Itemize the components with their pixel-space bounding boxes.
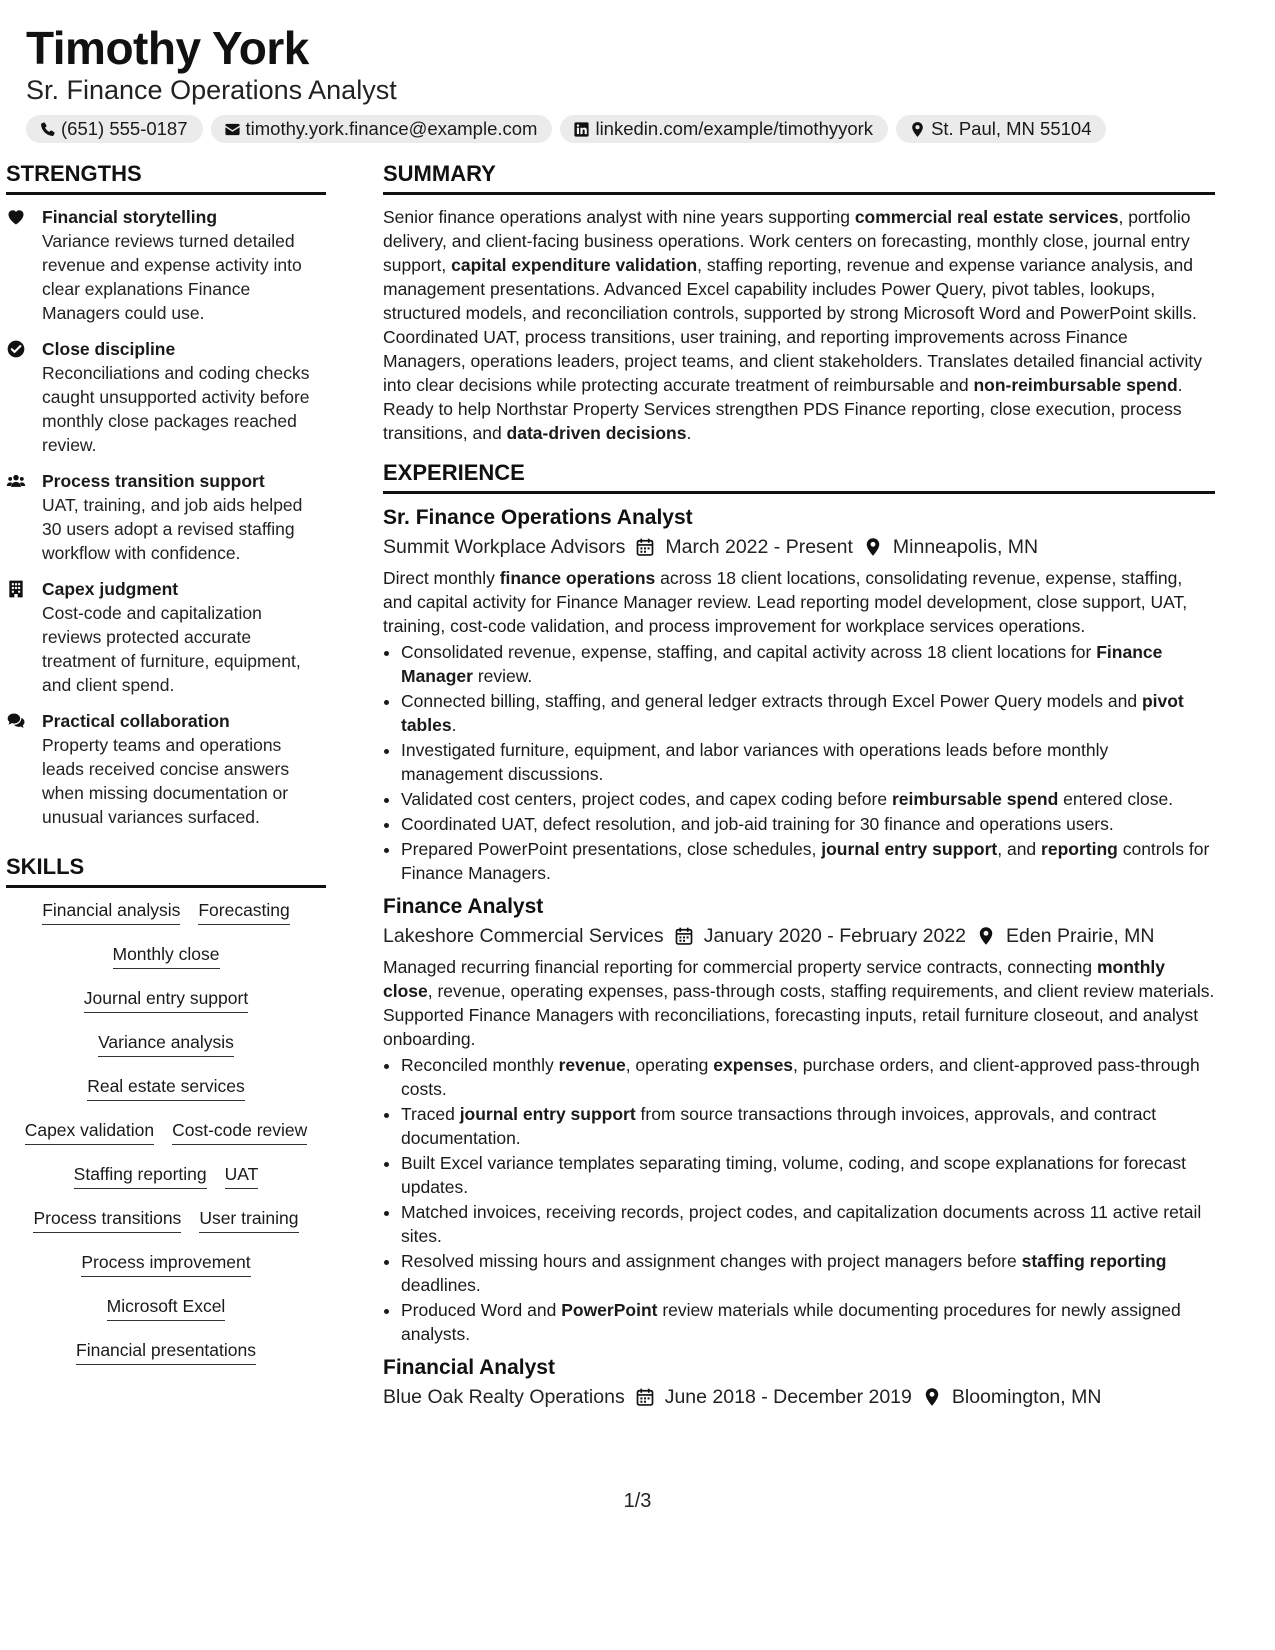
linkedin-text: linkedin.com/example/timothyyork <box>595 118 874 139</box>
bullet-item <box>401 812 1215 836</box>
strength-description: Property teams and operations leads received concise answers when missing documentation or unusual variances surfaced. <box>42 735 290 827</box>
experience-section <box>383 459 1215 1412</box>
envelope-icon <box>224 121 241 138</box>
page-number: 1/3 <box>623 1490 652 1512</box>
location-pin-icon <box>976 926 996 946</box>
text-run: . Ready to help Northstar Property Services strengthen PDS Finance reporting, close execution, process transitions, and <box>383 375 1183 443</box>
text-run: Connected billing, staffing, and general ledger extracts through Excel Power Query models and <box>401 691 1142 711</box>
resume-page <box>26 22 1248 143</box>
text-run: Validated cost centers, project codes, and capex coding before <box>401 789 892 809</box>
text-run: . <box>686 423 692 443</box>
summary-text <box>383 205 1215 445</box>
bullet-item <box>401 787 1215 811</box>
skill-row <box>6 1074 326 1118</box>
bold-text: Finance Manager <box>401 642 1163 686</box>
skill-row <box>6 1338 326 1382</box>
text-run: Senior finance operations analyst with nine years supporting <box>383 207 855 227</box>
linkedin-icon <box>573 121 590 138</box>
bold-text: capital expenditure validation <box>451 255 698 275</box>
job-meta <box>383 921 1215 951</box>
strength-body <box>42 709 326 829</box>
job-location: Bloomington, MN <box>951 1386 1102 1408</box>
strength-title: Practical collaboration <box>42 711 230 731</box>
job-entry <box>383 893 1215 1346</box>
text-run: , and <box>997 839 1042 859</box>
right-column <box>383 160 1215 1420</box>
bullet-item <box>401 837 1215 885</box>
text-run: Coordinated UAT, defect resolution, and job-aid training for 30 finance and operations users. <box>401 814 1114 834</box>
text-run: Resolved missing hours and assignment changes with project managers before <box>401 1251 1022 1271</box>
skill-tag: Microsoft Excel <box>107 1294 226 1321</box>
text-run: across 18 client locations, consolidating revenue, expense, staffing, and capital activity for Finance Manager review. Lead reporting model development, close support, UAT, training, cost-code validation, and process improvement for workplace services operations. <box>383 568 1188 636</box>
text-run: Built Excel variance templates separating timing, volume, coding, and scope explanations for forecast updates. <box>401 1153 1187 1197</box>
calendar-icon <box>635 537 655 557</box>
bullet-item <box>401 1102 1215 1150</box>
strength-title: Capex judgment <box>42 579 179 599</box>
strength-title: Close discipline <box>42 339 176 359</box>
bullet-item <box>401 738 1215 786</box>
email-text: timothy.york.finance@example.com <box>245 118 538 139</box>
bold-text: reporting <box>1041 839 1118 859</box>
job-entry <box>383 504 1215 885</box>
building-icon <box>6 579 26 599</box>
skill-row <box>6 1294 326 1338</box>
skill-row <box>6 942 326 986</box>
heart-icon <box>6 207 26 227</box>
bold-text: PowerPoint <box>561 1300 658 1320</box>
text-run: Managed recurring financial reporting for commercial property service contracts, connecting <box>383 957 1097 977</box>
bold-text: staffing reporting <box>1021 1251 1167 1271</box>
jobs-list <box>383 504 1215 1412</box>
job-company: Summit Workplace Advisors <box>383 536 626 558</box>
bold-text: finance operations <box>499 568 656 588</box>
check-circle-icon <box>6 339 26 359</box>
strength-icon-wrap <box>6 577 28 697</box>
strength-item <box>6 709 326 829</box>
bullet-item <box>401 1053 1215 1101</box>
bold-text: data-driven decisions <box>506 423 687 443</box>
bullet-item <box>401 1249 1215 1297</box>
contact-location <box>896 115 1106 143</box>
contact-bar <box>26 115 1248 143</box>
bullet-item <box>401 689 1215 737</box>
skill-row <box>6 1206 326 1250</box>
strength-icon-wrap <box>6 337 28 457</box>
strength-icon-wrap <box>6 709 28 829</box>
calendar-icon <box>635 1387 655 1407</box>
contact-email[interactable] <box>211 115 553 143</box>
skill-tag: UAT <box>225 1162 259 1189</box>
strength-body <box>42 337 326 457</box>
bold-text: commercial real estate services <box>854 207 1119 227</box>
skill-tag: User training <box>199 1206 298 1233</box>
job-entry <box>383 1354 1215 1412</box>
bullet-item <box>401 1298 1215 1346</box>
skills-section <box>6 853 326 1382</box>
bold-text: journal entry support <box>459 1104 636 1124</box>
skill-row <box>6 1162 326 1206</box>
job-bullets <box>383 640 1215 885</box>
calendar-icon <box>674 926 694 946</box>
skill-row <box>6 898 326 942</box>
text-run: Investigated furniture, equipment, and labor variances with operations leads before monthly management discussions. <box>401 740 1109 784</box>
job-meta <box>383 1382 1215 1412</box>
location-pin-icon <box>909 121 926 138</box>
job-company: Blue Oak Realty Operations <box>383 1386 625 1408</box>
phone-icon <box>39 121 56 138</box>
left-column <box>6 160 326 1382</box>
job-company: Lakeshore Commercial Services <box>383 925 664 947</box>
bullet-item <box>401 640 1215 688</box>
summary-heading: SUMMARY <box>383 160 1215 195</box>
strength-body <box>42 469 326 565</box>
skill-tag: Process improvement <box>81 1250 250 1277</box>
bullet-item <box>401 1151 1215 1199</box>
job-title: Finance Analyst <box>383 895 544 918</box>
job-location: Eden Prairie, MN <box>1006 925 1155 947</box>
strength-item <box>6 577 326 697</box>
candidate-name: Timothy York <box>26 22 309 74</box>
text-run: deadlines. <box>401 1275 481 1295</box>
job-title: Financial Analyst <box>383 1356 555 1379</box>
text-run: Produced Word and <box>401 1300 562 1320</box>
skill-tag: Staffing reporting <box>74 1162 207 1189</box>
job-meta <box>383 532 1215 562</box>
job-location: Minneapolis, MN <box>892 536 1039 558</box>
bold-text: pivot tables <box>401 691 1184 735</box>
text-run: , staffing reporting, revenue and expense variance analysis, and management presentations. Advanced Excel capability includes Power Query, pivot tables, lookups, structured models, and reconciliation controls, supported by strong Microsoft Word and PowerPoint skills. Coordinated UAT, process transitions, user training, and reporting improvements across Finance Managers, operations leaders, project teams, and client stakeholders. Translates detailed financial activity into clear decisions while protecting accurate treatment of reimbursable and <box>383 255 1203 395</box>
bullet-item <box>401 1200 1215 1248</box>
text-run: Direct monthly <box>383 568 500 588</box>
job-dates: March 2022 - Present <box>665 536 853 558</box>
comments-icon <box>6 711 26 731</box>
strength-icon-wrap <box>6 469 28 565</box>
text-run: , operating <box>625 1055 714 1075</box>
strength-body <box>42 577 326 697</box>
skill-tag: Journal entry support <box>84 986 248 1013</box>
text-run: entered close. <box>1058 789 1174 809</box>
text-run: . <box>451 715 457 735</box>
location-pin-icon <box>863 537 883 557</box>
text-run: Consolidated revenue, expense, staffing, and capital activity across 18 client locations for <box>401 642 1097 662</box>
strengths-heading: STRENGTHS <box>6 160 326 195</box>
skill-tag: Financial presentations <box>76 1338 256 1365</box>
bold-text: expenses <box>713 1055 794 1075</box>
bold-text: journal entry support <box>821 839 998 859</box>
skill-tag: Financial analysis <box>42 898 180 925</box>
strength-body <box>42 205 326 325</box>
skill-tag: Process transitions <box>33 1206 181 1233</box>
text-run: , revenue, operating expenses, pass-through costs, staffing requirements, and client review materials. Supported Finance Managers with reconciliations, forecasting inputs, retail furniture closeout, and analyst onboarding. <box>383 981 1215 1049</box>
skill-row <box>6 1250 326 1294</box>
bold-text: monthly close <box>383 957 1165 1001</box>
bold-text: revenue <box>558 1055 626 1075</box>
text-run: , purchase orders, and client-approved pass-through costs. <box>401 1055 1200 1099</box>
job-title: Sr. Finance Operations Analyst <box>383 506 693 529</box>
contact-linkedin[interactable] <box>560 115 888 143</box>
strength-description: Cost-code and capitalization reviews protected accurate treatment of furniture, equipment, and client spend. <box>42 603 301 695</box>
strength-item <box>6 337 326 457</box>
strength-description: UAT, training, and job aids helped 30 users adopt a revised staffing workflow with confidence. <box>42 495 303 563</box>
skill-tag: Capex validation <box>25 1118 154 1145</box>
users-icon <box>6 471 26 491</box>
strength-title: Financial storytelling <box>42 207 218 227</box>
strength-icon-wrap <box>6 205 28 325</box>
skills-heading: SKILLS <box>6 853 326 888</box>
text-run: review. <box>472 666 533 686</box>
strength-item <box>6 205 326 325</box>
text-run: controls for Finance Managers. <box>401 839 1210 883</box>
location-text: St. Paul, MN 55104 <box>931 118 1092 139</box>
skill-tag: Forecasting <box>198 898 289 925</box>
text-run: from source transactions through invoices, approvals, and contract documentation. <box>401 1104 1157 1148</box>
job-description <box>383 955 1215 1051</box>
text-run: , portfolio delivery, and client-facing business operations. Work centers on forecasting, monthly close, journal entry support, <box>383 207 1191 275</box>
location-pin-icon <box>922 1387 942 1407</box>
job-dates: June 2018 - December 2019 <box>664 1386 912 1408</box>
skill-tag: Real estate services <box>87 1074 245 1101</box>
contact-phone[interactable] <box>26 115 203 143</box>
text-run: Matched invoices, receiving records, project codes, and capitalization documents across 11 active retail sites. <box>401 1202 1202 1246</box>
bold-text: reimbursable spend <box>891 789 1059 809</box>
strength-item <box>6 469 326 565</box>
skill-tag: Cost-code review <box>172 1118 307 1145</box>
strength-title: Process transition support <box>42 471 265 491</box>
text-run: review materials while documenting procedures for newly assigned analysts. <box>401 1300 1181 1344</box>
skill-tag: Variance analysis <box>98 1030 234 1057</box>
skill-row <box>6 1118 326 1162</box>
strength-description: Reconciliations and coding checks caught unsupported activity before monthly close packages reached review. <box>42 363 310 455</box>
strengths-list <box>6 205 326 829</box>
phone-text: (651) 555-0187 <box>61 118 188 139</box>
strength-description: Variance reviews turned detailed revenue and expense activity into clear explanations Finance Managers could use. <box>42 231 302 323</box>
skill-row <box>6 986 326 1030</box>
candidate-title: Sr. Finance Operations Analyst <box>26 75 397 105</box>
job-description <box>383 566 1215 638</box>
job-bullets <box>383 1053 1215 1346</box>
skills-list <box>6 898 326 1382</box>
bold-text: non-reimbursable spend <box>973 375 1178 395</box>
job-dates: January 2020 - February 2022 <box>703 925 967 947</box>
experience-heading: EXPERIENCE <box>383 459 1215 494</box>
text-run: Reconciled monthly <box>401 1055 559 1075</box>
text-run: Prepared PowerPoint presentations, close schedules, <box>401 839 822 859</box>
skill-tag: Monthly close <box>113 942 220 969</box>
skill-row <box>6 1030 326 1074</box>
text-run: Traced <box>401 1104 460 1124</box>
